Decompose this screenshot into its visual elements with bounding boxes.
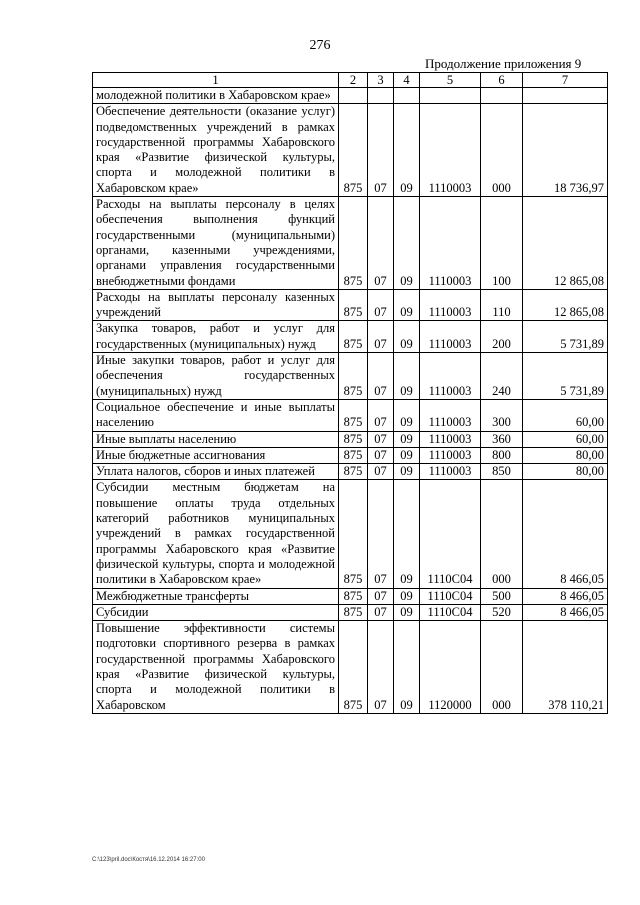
expense-type-cell: 200 <box>481 321 523 353</box>
amount-cell: 18 736,97 <box>523 104 608 197</box>
target-article-cell: 1110003 <box>420 104 481 197</box>
ministry-code-cell: 875 <box>339 321 368 353</box>
expense-type-cell <box>481 88 523 104</box>
table-row <box>93 289 608 321</box>
target-article-cell: 1110003 <box>420 321 481 353</box>
section-code-cell: 07 <box>368 480 394 588</box>
expense-name-cell: Иные закупки товаров, работ и услуг для обеспечения государственных (муниципальных) нужд <box>93 353 339 400</box>
section-code-cell: 07 <box>368 289 394 321</box>
section-code-cell <box>368 88 394 104</box>
expense-name-cell: Уплата налогов, сборов и иных платежей <box>93 464 339 480</box>
target-article-cell: 1110003 <box>420 447 481 463</box>
subsection-code-cell: 09 <box>394 604 420 620</box>
target-article-cell: 1110С04 <box>420 480 481 588</box>
subsection-code-cell: 09 <box>394 431 420 447</box>
table-row <box>93 104 608 197</box>
expense-name-cell: Иные бюджетные ассигнования <box>93 447 339 463</box>
subsection-code-cell: 09 <box>394 197 420 290</box>
section-code-cell: 07 <box>368 447 394 463</box>
expense-name-cell: Межбюджетные трансферты <box>93 588 339 604</box>
expense-name-cell: Иные выплаты населению <box>93 431 339 447</box>
page-number: 276 <box>309 38 331 53</box>
subsection-code-cell: 09 <box>394 621 420 714</box>
subsection-code-cell: 09 <box>394 104 420 197</box>
budget-table <box>92 72 608 714</box>
expense-type-cell: 110 <box>481 289 523 321</box>
ministry-code-cell: 875 <box>339 431 368 447</box>
expense-name-cell: Закупка товаров, работ и услуг для государственных (муниципальных) нужд <box>93 321 339 353</box>
expense-type-cell: 100 <box>481 197 523 290</box>
amount-cell <box>523 88 608 104</box>
target-article-cell: 1110003 <box>420 197 481 290</box>
target-article-cell: 1110003 <box>420 289 481 321</box>
column-header: 4 <box>394 73 420 88</box>
subsection-code-cell <box>394 88 420 104</box>
expense-type-cell: 300 <box>481 399 523 431</box>
column-header: 5 <box>420 73 481 88</box>
column-header: 6 <box>481 73 523 88</box>
table-row <box>93 604 608 620</box>
table-row <box>93 464 608 480</box>
header-row <box>93 73 608 88</box>
section-code-cell: 07 <box>368 353 394 400</box>
expense-name-cell: Повышение эффективности системы подготовки спортивного резерва в рамках государственной программы Хабаровского края «Развитие физической культуры, спорта и молодежной политики в Хабаровском <box>93 621 339 714</box>
column-header: 2 <box>339 73 368 88</box>
subsection-code-cell: 09 <box>394 353 420 400</box>
section-code-cell: 07 <box>368 431 394 447</box>
target-article-cell: 1110003 <box>420 399 481 431</box>
expense-type-cell: 520 <box>481 604 523 620</box>
column-header: 7 <box>523 73 608 88</box>
section-code-cell: 07 <box>368 197 394 290</box>
table-row <box>93 399 608 431</box>
expense-type-cell: 240 <box>481 353 523 400</box>
amount-cell: 5 731,89 <box>523 353 608 400</box>
target-article-cell <box>420 88 481 104</box>
expense-name-cell: Субсидии <box>93 604 339 620</box>
ministry-code-cell: 875 <box>339 464 368 480</box>
amount-cell: 12 865,08 <box>523 289 608 321</box>
target-article-cell: 1110003 <box>420 431 481 447</box>
expense-name-cell: молодежной политики в Хабаровском крае» <box>93 88 339 104</box>
ministry-code-cell: 875 <box>339 621 368 714</box>
expense-name-cell: Расходы на выплаты персоналу казенных учреждений <box>93 289 339 321</box>
ministry-code-cell: 875 <box>339 604 368 620</box>
expense-type-cell: 800 <box>481 447 523 463</box>
table-row <box>93 431 608 447</box>
table-row <box>93 321 608 353</box>
table-row <box>93 353 608 400</box>
file-path-footer: C:\123\pril.doc\Костя\16.12.2014 16:27:00 <box>92 857 205 863</box>
target-article-cell: 1110С04 <box>420 588 481 604</box>
ministry-code-cell: 875 <box>339 104 368 197</box>
ministry-code-cell: 875 <box>339 399 368 431</box>
ministry-code-cell: 875 <box>339 289 368 321</box>
amount-cell: 60,00 <box>523 431 608 447</box>
section-code-cell: 07 <box>368 621 394 714</box>
column-header: 1 <box>93 73 339 88</box>
ministry-code-cell <box>339 88 368 104</box>
expense-type-cell: 500 <box>481 588 523 604</box>
table-row <box>93 588 608 604</box>
section-code-cell: 07 <box>368 464 394 480</box>
target-article-cell: 1110С04 <box>420 604 481 620</box>
amount-cell: 8 466,05 <box>523 588 608 604</box>
expense-name-cell: Субсидии местным бюджетам на повышение оплаты труда отдельных категорий работников муниципальных учреждений в рамках государственной программы Хабаровского края «Развитие физической культуры, спорта и молодежной политики в Хабаровском крае» <box>93 480 339 588</box>
table-row <box>93 88 608 104</box>
target-article-cell: 1110003 <box>420 353 481 400</box>
table-row <box>93 447 608 463</box>
subsection-code-cell: 09 <box>394 588 420 604</box>
expense-type-cell: 000 <box>481 621 523 714</box>
table-row <box>93 480 608 588</box>
expense-name-cell: Обеспечение деятельности (оказание услуг) подведомственных учреждений в рамках государственной программы Хабаровского края «Развитие физической культуры, спорта и молодежной политики в Хабаровском крае» <box>93 104 339 197</box>
subsection-code-cell: 09 <box>394 480 420 588</box>
expense-name-cell: Расходы на выплаты персоналу в целях обеспечения выполнения функций государственными (муниципальными) органами, казенными учреждениями, органами управления государственными внебюджетными фондами <box>93 197 339 290</box>
section-code-cell: 07 <box>368 399 394 431</box>
section-code-cell: 07 <box>368 604 394 620</box>
subsection-code-cell: 09 <box>394 321 420 353</box>
table-row <box>93 197 608 290</box>
amount-cell: 80,00 <box>523 464 608 480</box>
subsection-code-cell: 09 <box>394 447 420 463</box>
amount-cell: 8 466,05 <box>523 604 608 620</box>
section-code-cell: 07 <box>368 104 394 197</box>
expense-name-cell: Социальное обеспечение и иные выплаты населению <box>93 399 339 431</box>
continuation-label: Продолжение приложения 9 <box>425 56 582 71</box>
amount-cell: 378 110,21 <box>523 621 608 714</box>
target-article-cell: 1110003 <box>420 464 481 480</box>
ministry-code-cell: 875 <box>339 480 368 588</box>
amount-cell: 60,00 <box>523 399 608 431</box>
table-body <box>93 88 608 714</box>
amount-cell: 80,00 <box>523 447 608 463</box>
subsection-code-cell: 09 <box>394 399 420 431</box>
section-code-cell: 07 <box>368 588 394 604</box>
target-article-cell: 1120000 <box>420 621 481 714</box>
expense-type-cell: 850 <box>481 464 523 480</box>
amount-cell: 8 466,05 <box>523 480 608 588</box>
column-header: 3 <box>368 73 394 88</box>
table-row <box>93 621 608 714</box>
ministry-code-cell: 875 <box>339 353 368 400</box>
expense-type-cell: 360 <box>481 431 523 447</box>
subsection-code-cell: 09 <box>394 289 420 321</box>
amount-cell: 12 865,08 <box>523 197 608 290</box>
ministry-code-cell: 875 <box>339 447 368 463</box>
ministry-code-cell: 875 <box>339 197 368 290</box>
expense-type-cell: 000 <box>481 480 523 588</box>
ministry-code-cell: 875 <box>339 588 368 604</box>
expense-type-cell: 000 <box>481 104 523 197</box>
amount-cell: 5 731,89 <box>523 321 608 353</box>
subsection-code-cell: 09 <box>394 464 420 480</box>
section-code-cell: 07 <box>368 321 394 353</box>
